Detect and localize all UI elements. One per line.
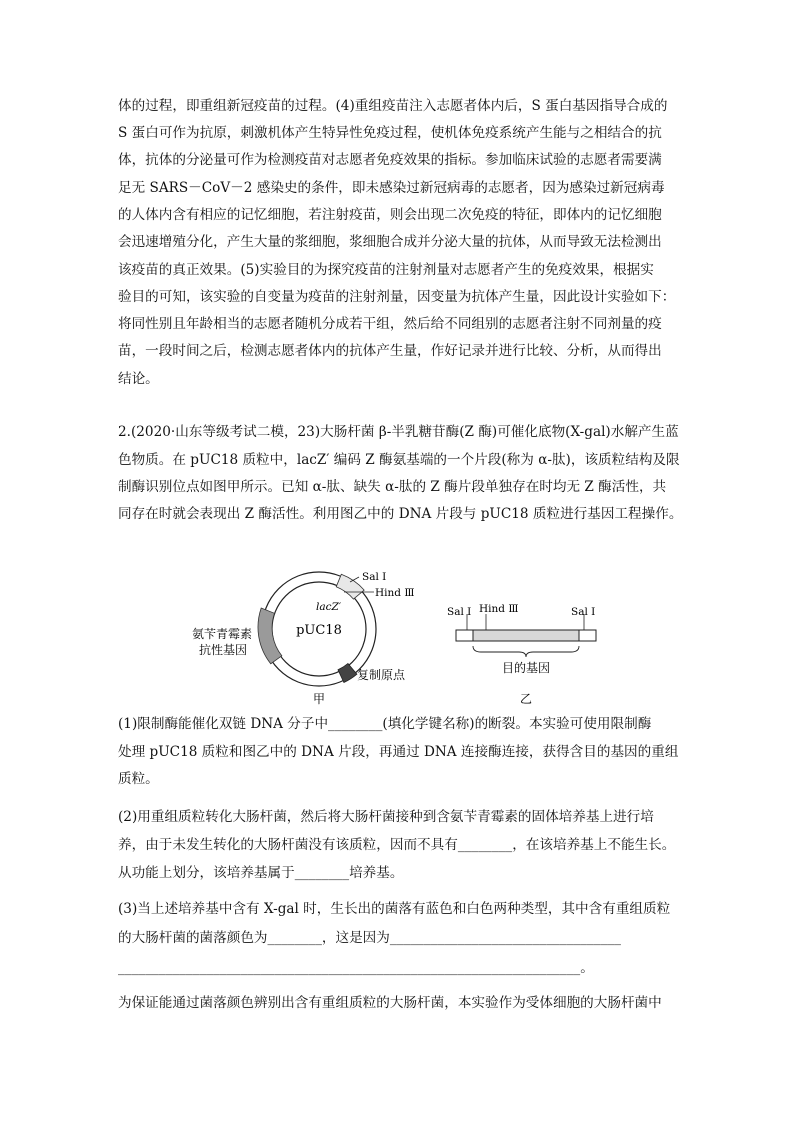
hind-label-b: Hind Ⅲ [479,603,519,615]
text-line: 2.(2020·山东等级考试二模，23)大肠杆菌 β-半乳糖苷酶(Z 酶)可催化底物(X-gal)水解产生蓝 [118,424,679,440]
ori-label: 复制原点 [357,668,406,682]
text-line: (2)用重组质粒转化大肠杆菌，然后将大肠杆菌接种到含氨苄青霉素的固体培养基上进行培 [118,809,654,825]
text-line: (1)限制酶能催化双链 DNA 分子中________(填化学键名称)的断裂。本实验可使用限制酶 [118,716,652,732]
text-line: 的人体内含有相应的记忆细胞，若注射疫苗，则会出现二次免疫的特征，即体内的记忆细胞 [118,207,662,223]
text-line: 处理 pUC18 质粒和图乙中的 DNA 片段，再通过 DNA 连接酶连接，获得含目的基因的重组 [118,744,679,760]
text-line: ____________________________________________________________________。 [118,960,594,976]
amp-label-line2: 抗性基因 [199,643,248,657]
plasmid-name: pUC18 [296,623,342,638]
text-line: 体，抗体的分泌量可作为检测疫苗对志愿者免疫效果的指标。参加临床试验的志愿者需要满 [118,152,662,168]
text-line: 会迅速增殖分化，产生大量的浆细胞，浆细胞合成并分泌大量的抗体，从而导致无法检测出 [118,234,662,250]
replication-origin-segment [338,664,357,683]
figure-yi-label: 乙 [519,692,533,706]
text-line: 色物质。在 pUC18 质粒中，lacZ′ 编码 Z 酶氨基端的一个片段(称为 α-肽)，该质粒结构及限 [118,452,680,468]
text-line: 同存在时就会表现出 Z 酶活性。利用图乙中的 DNA 片段与 pUC18 质粒进行基因工程操作。 [118,506,683,522]
sal-right-label: Sal Ⅰ [571,606,596,618]
text-line: 的大肠杆菌的菌落颜色为________，这是因为__________________________________ [118,930,621,946]
sal-left-label: Sal Ⅰ [447,606,472,618]
lacz-label: lacZ′ [316,601,342,613]
text-line: 体的过程，即重组新冠疫苗的过程。(4)重组疫苗注入志愿者体内后，S 蛋白基因指导合成的 [118,98,668,114]
text-line: 该疫苗的真正效果。(5)实验目的为探究疫苗的注射剂量对志愿者产生的免疫效果，根据实 [118,262,654,278]
text-line: 质粒。 [118,771,159,787]
text-line: 足无 SARS－CoV－2 感染史的条件，即未感染过新冠病毒的志愿者，因为感染过新冠病毒 [118,180,665,196]
figure-plasmid-and-dna [185,566,615,708]
amp-resistance-segment [258,608,282,664]
figure-jia-label: 甲 [312,692,326,706]
amp-label-line1: 氨苄青霉素 [192,627,253,641]
target-gene-label: 目的基因 [501,661,551,675]
text-line: S 蛋白可作为抗原，刺激机体产生特异性免疫过程，使机体免疫系统产生能与之相结合的抗 [118,125,662,141]
text-line: 为保证能通过菌落颜色辨别出含有重组质粒的大肠杆菌，本实验作为受体细胞的大肠杆菌中 [118,995,662,1011]
figure-svg [185,566,615,708]
text-line: 制酶识别位点如图甲所示。已知 α-肽、缺失 α-肽的 Z 酶片段单独存在时均无 Z 酶活性，共 [118,479,667,495]
target-gene-segment [473,630,579,641]
text-line: 结论。 [118,371,159,387]
sal-label-plasmid: Sal Ⅰ [362,571,387,583]
text-line: 苗，一段时间之后，检测志愿者体内的抗体产生量，作好记录并进行比较、分析，从而得出 [118,343,662,359]
text-line: (3)当上述培养基中含有 X-gal 时，生长出的菌落有蓝色和白色两种类型，其中含有重组质粒 [118,901,671,917]
text-line: 将同性别且年龄相当的志愿者随机分成若干组，然后给不同组别的志愿者注射不同剂量的疫 [118,316,662,332]
lacz-segment [336,574,364,599]
hind-label-plasmid: Hind Ⅲ [375,587,415,599]
text-line: 验目的可知，该实验的自变量为疫苗的注射剂量，因变量为抗体产生量，因此设计实验如下： [118,289,676,305]
text-line: 养，由于未发生转化的大肠杆菌没有该质粒，因而不具有________，在该培养基上不能生长。 [118,837,676,853]
text-line: 从功能上划分，该培养基属于________培养基。 [118,865,404,881]
target-gene-brace [473,646,579,657]
